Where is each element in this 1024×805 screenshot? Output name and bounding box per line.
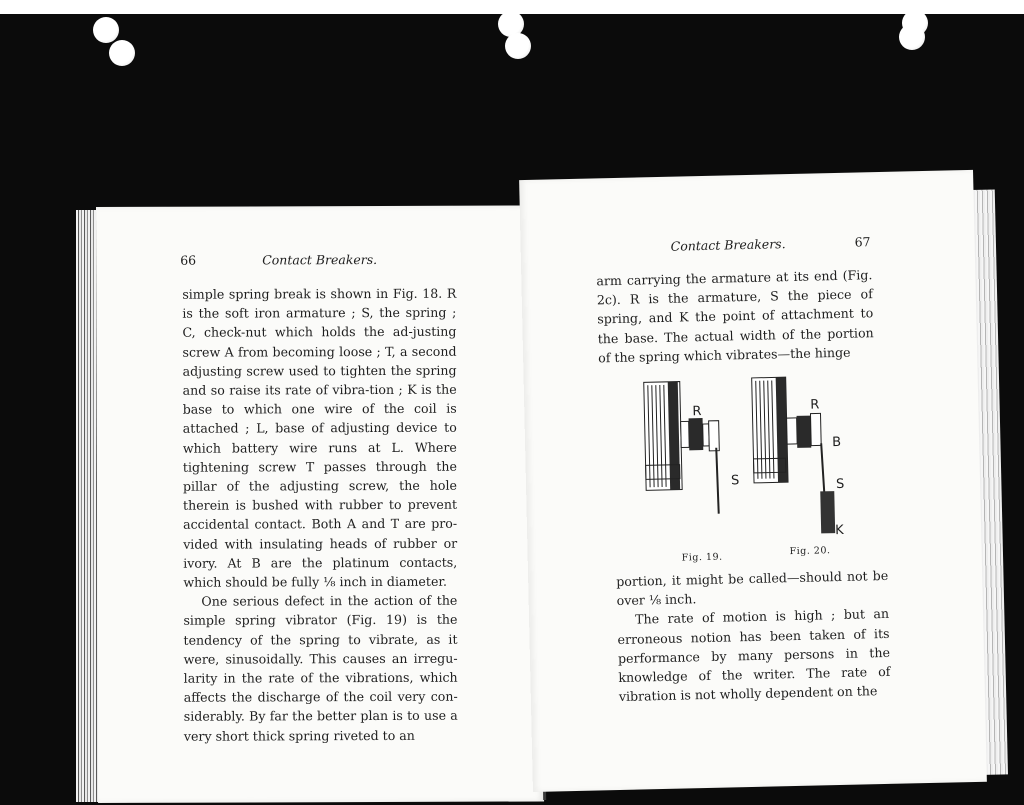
right-page-number: 67 bbox=[854, 234, 871, 250]
left-page-header bbox=[180, 252, 480, 271]
binder-hole bbox=[505, 33, 531, 59]
fig-20-drawing bbox=[752, 376, 836, 535]
right-paragraph-3: The rate of motion is high ; but an erroneous notion has been taken of its performance by many persons in the knowledge of the writer. The rate of vibration is not wholly dependent on the bbox=[617, 606, 891, 705]
contact-breaker-diagrams bbox=[634, 372, 888, 553]
fig-20-label-k: K bbox=[834, 522, 844, 539]
right-page bbox=[519, 170, 987, 792]
right-paragraph-1: arm carrying the armature at its end (Fig. 2c). R is the armature, S the piece of spring, and K the point of attachment to the base. The actual width of the portion of the spring which vibrates—the hinge bbox=[596, 267, 874, 366]
right-page-body-bottom bbox=[616, 566, 891, 707]
binder-hole bbox=[93, 17, 119, 43]
left-page-body bbox=[182, 284, 458, 746]
right-running-head: Contact Breakers. bbox=[670, 236, 786, 254]
left-page-number: 66 bbox=[180, 252, 197, 268]
fig-19-caption: Fig. 19. bbox=[681, 551, 723, 564]
right-page-body-top bbox=[596, 265, 874, 367]
left-paragraph-2: One serious defect in the action of the simple spring vibrator (Fig. 19) is the tendency of the spring to vibrate, as it were, sinusoidally. This causes an irregu-larity in the rate of the vibrations, which affects the discharge of the coil very con-siderably. By far the better plan is to use a very short thick spring riveted to an bbox=[183, 592, 458, 744]
fig-20-caption: Fig. 20. bbox=[789, 545, 831, 558]
binder-hole bbox=[109, 40, 135, 66]
right-page-header bbox=[670, 233, 920, 257]
binder-hole bbox=[899, 24, 925, 50]
fig-19-label-r: R bbox=[692, 404, 702, 420]
left-page bbox=[96, 205, 544, 803]
fig-19-drawing bbox=[644, 381, 721, 516]
fig-20-label-r: R bbox=[810, 397, 820, 413]
left-paragraph-1: simple spring break is shown in Fig. 18. R is the soft iron armature ; S, the spring ; C, check-nut which holds the ad-justing screw A from becoming loose ; T, a second adjusting screw used to tighten the spring and so raise its rate of vibra-tion ; K is the base to which one wire of the coil is attached ; L, base of adjusting device to which battery wire runs at L. Where tightening screw T passes through the pillar of the adjusting screw, the hole therein is bushed with rubber to prevent accidental contact. Both A and T are pro-vided with insulating heads of rubber or ivory. At B are the platinum contacts, which should be fully ⅛ inch in diameter. bbox=[182, 285, 458, 590]
fig-20-label-s: S bbox=[835, 476, 845, 493]
right-paragraph-2: portion, it might be called—should not be over ⅛ inch. bbox=[616, 567, 889, 609]
fig-20-label-b: B bbox=[831, 434, 842, 451]
left-running-head: Contact Breakers. bbox=[262, 252, 378, 268]
fig-19-label-s: S bbox=[730, 473, 740, 489]
figures-block bbox=[634, 372, 888, 563]
